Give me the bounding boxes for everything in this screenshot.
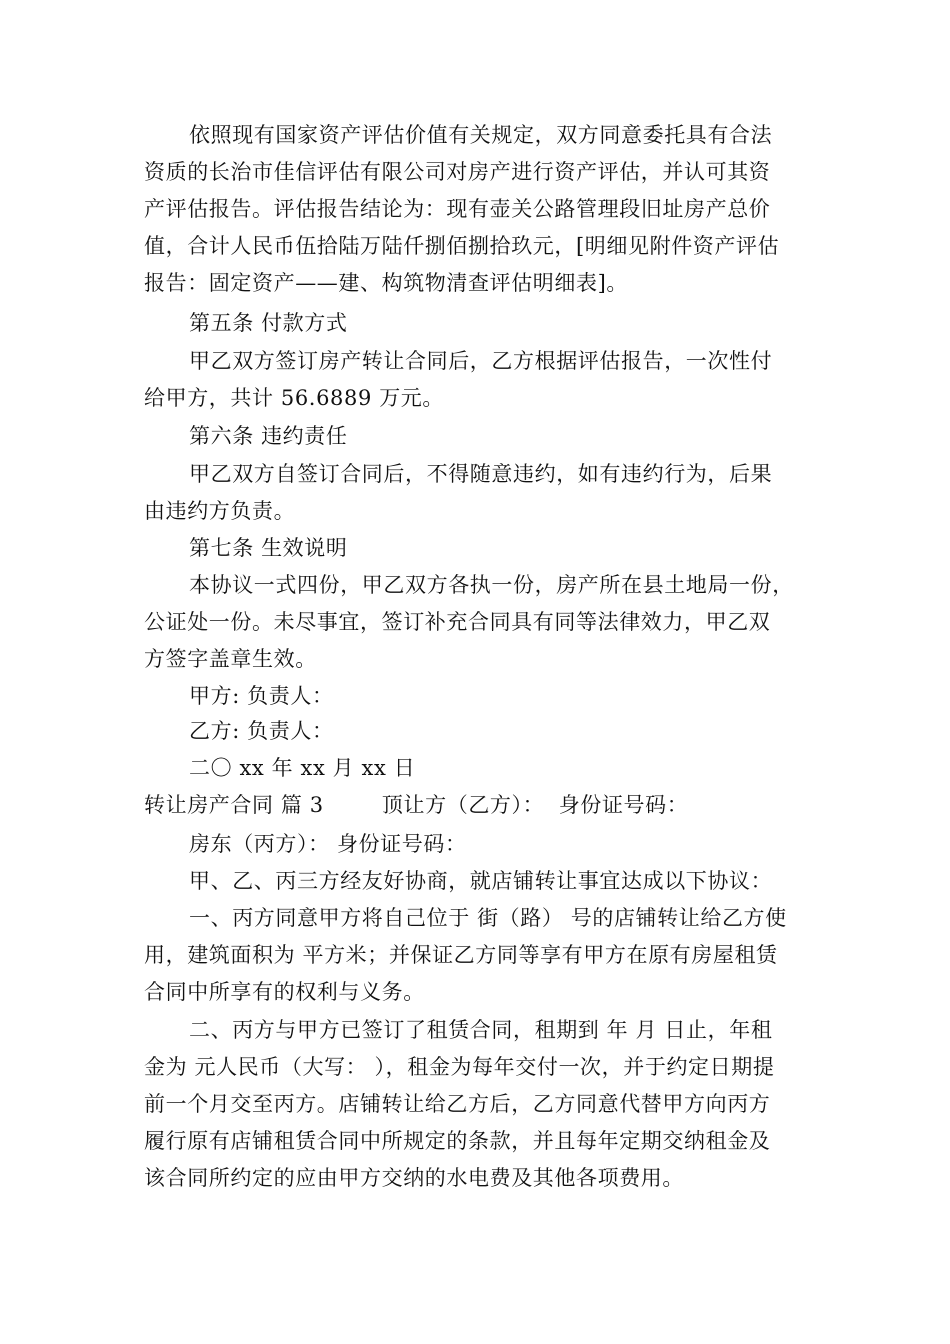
body-text-line: 一、丙方同意甲方将自己位于 街（路） 号的店铺转让给乙方使: [189, 906, 787, 930]
body-text-line: 二、丙方与甲方已签订了租赁合同，租期到 年 月 日止，年租: [189, 1018, 773, 1042]
body-text-line: 资质的长治市佳信评估有限公司对房产进行资产评估，并认可其资: [144, 160, 771, 184]
signature-line-party-b: 乙方: 负责人：: [189, 719, 334, 743]
body-text-line: 值，合计人民币伍拾陆万陆仟捌佰捌拾玖元，[明细见附件资产评估: [144, 234, 780, 258]
body-text-line: 公证处一份。未尽事宜，签订补充合同具有同等法律效力，甲乙双: [144, 610, 771, 634]
body-text-line: 合同中所享有的权利与义务。: [144, 980, 425, 1004]
body-text-line: 本协议一式四份，甲乙双方各执一份，房产所在县土地局一份，: [189, 573, 794, 597]
body-text-line: 甲乙双方签订房产转让合同后，乙方根据评估报告，一次性付: [189, 349, 773, 373]
section-heading: 第五条 付款方式: [189, 311, 348, 335]
body-text-line: 报告：固定资产——建、构筑物清查评估明细表]。: [144, 271, 628, 295]
body-text-line: 甲、乙、丙三方经友好协商，就店铺转让事宜达成以下协议：: [189, 869, 773, 893]
body-text-line: 该合同所约定的应由甲方交纳的水电费及其他各项费用。: [144, 1166, 684, 1190]
body-text-line: 用，建筑面积为 平方米；并保证乙方同等享有甲方在原有房屋租赁: [144, 943, 778, 967]
section-heading: 第七条 生效说明: [189, 536, 348, 560]
body-text-line: 甲乙双方自签订合同后，不得随意违约，如有违约行为，后果: [189, 462, 773, 486]
section-heading: 第六条 违约责任: [189, 424, 348, 448]
body-text-line: 由违约方负责。: [144, 499, 296, 523]
body-text-line: 履行原有店铺租赁合同中所规定的条款，并且每年定期交纳租金及: [144, 1129, 771, 1153]
body-text-line: 金为 元人民币（大写： ），租金为每年交付一次，并于约定日期提: [144, 1055, 775, 1079]
party-c-line: 房东（丙方）： 身份证号码：: [189, 832, 467, 856]
contract-title-line: 转让房产合同 篇 3 顶让方（乙方）： 身份证号码：: [144, 793, 689, 817]
body-text-line: 方签字盖章生效。: [144, 647, 317, 671]
body-text-line: 产评估报告。评估报告结论为：现有壶关公路管理段旧址房产总价: [144, 197, 771, 221]
body-text-line: 依照现有国家资产评估价值有关规定，双方同意委托具有合法: [189, 123, 773, 147]
signature-line-party-a: 甲方: 负责人：: [189, 684, 334, 708]
body-text-line: 前一个月交至丙方。店铺转让给乙方后，乙方同意代替甲方向丙方: [144, 1092, 771, 1116]
body-text-line: 给甲方，共计 56.6889 万元。: [144, 386, 444, 410]
date-line: 二〇 xx 年 xx 月 xx 日: [189, 756, 416, 780]
